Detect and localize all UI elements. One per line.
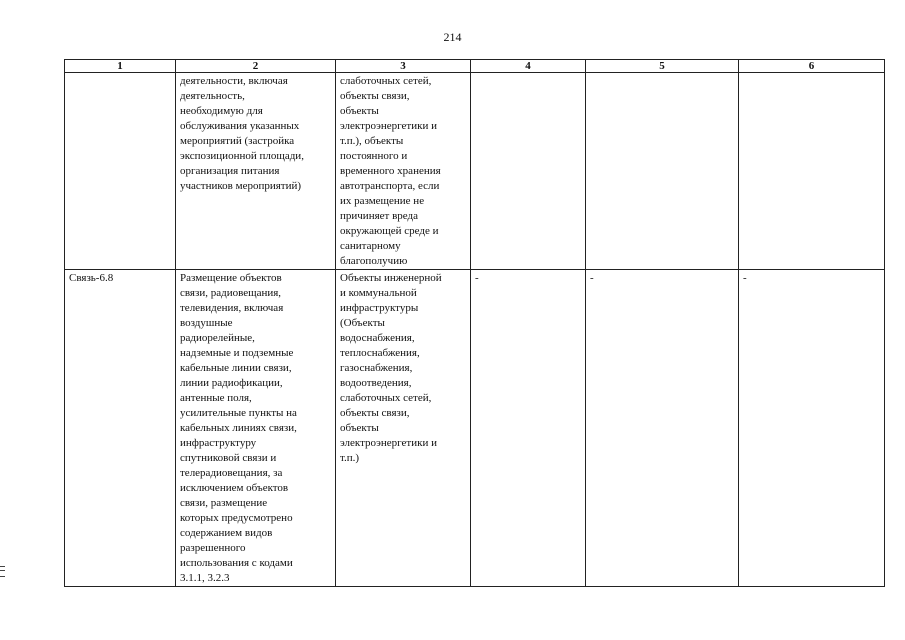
page-number: 214 — [443, 30, 462, 44]
cell-code — [65, 73, 176, 270]
cell-description: деятельности, включая деятельность, необходимую для обслуживания указанных мероприятий (застройка экспозиционной площади, организация питания участников мероприятий) — [176, 73, 336, 270]
column-header-1: 1 — [65, 60, 176, 73]
cell-col6: - — [739, 270, 885, 587]
cell-description: Размещение объектов связи, радиовещания, телевидения, включая воздушные радиорелейные, надземные и подземные кабельные линии связи, линии радиофикации, антенные поля, усилительные пункты на кабельных линиях связи, инфраструктуру спутниковой связи и телерадиовещания, за исключением объектов связи, размещение которых предусмотрено содержанием видов разрешенного использования с кодами 3.1.1, 3.2.3 — [176, 270, 336, 587]
cell-col4: - — [471, 270, 586, 587]
cell-objects: слаботочных сетей, объекты связи, объекты электроэнергетики и т.п.), объекты постоянного и временного хранения автотранспорта, если их размещение не причиняет вреда окружающей среде и санитарному благополучию — [336, 73, 471, 270]
cell-col5: - — [586, 270, 739, 587]
column-header-3: 3 — [336, 60, 471, 73]
column-header-6: 6 — [739, 60, 885, 73]
cell-col4 — [471, 73, 586, 270]
cell-code: Связь-6.8 — [65, 270, 176, 587]
column-header-2: 2 — [176, 60, 336, 73]
cell-col6 — [739, 73, 885, 270]
table-row — [65, 270, 885, 587]
cell-objects: Объекты инженерной и коммунальной инфраструктуры (Объекты водоснабжения, теплоснабжения, газоснабжения, водоотведения, слаботочных сетей, объекты связи, объекты электроэнергетики и т.п.) — [336, 270, 471, 587]
column-header-4: 4 — [471, 60, 586, 73]
table-row — [65, 73, 885, 270]
margin-mark-icon — [0, 566, 5, 577]
cell-col5 — [586, 73, 739, 270]
land-use-table — [64, 59, 885, 587]
column-header-5: 5 — [586, 60, 739, 73]
table-header-row — [65, 60, 885, 73]
